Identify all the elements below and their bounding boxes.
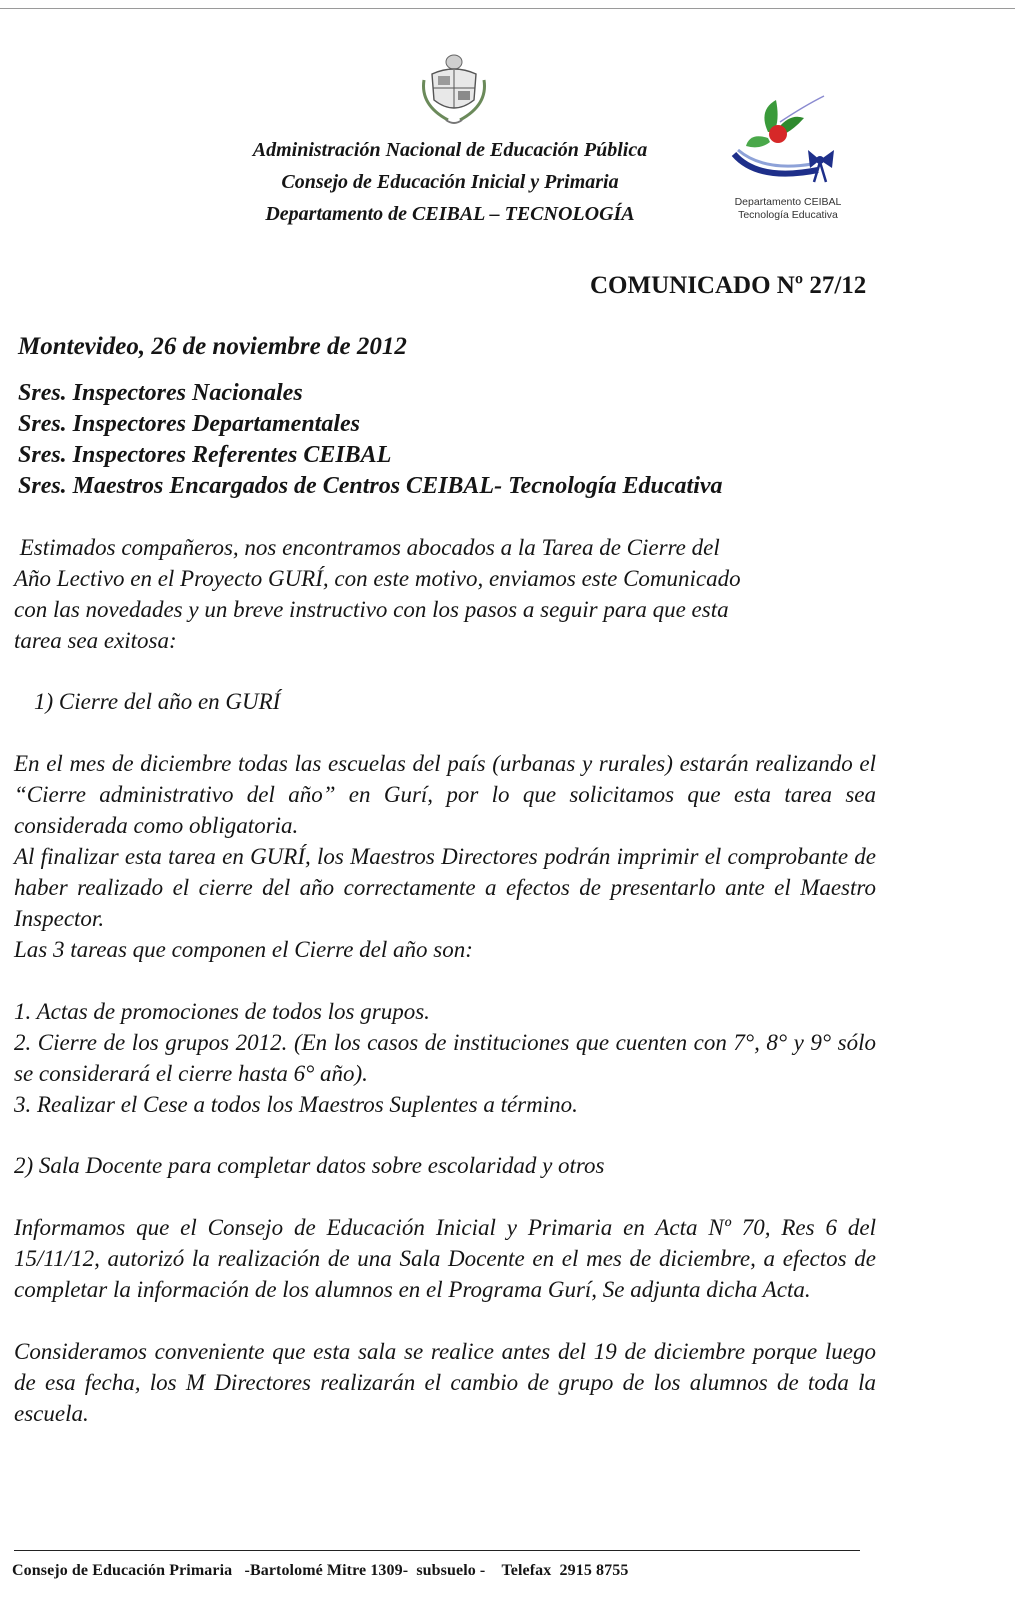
- header-line-council: Consejo de Educación Inicial y Primaria: [281, 171, 619, 193]
- document-number: COMUNICADO Nº 27/12: [590, 272, 867, 299]
- recipient-line: Sres. Inspectores Departamentales: [18, 411, 360, 437]
- logo-caption-line-2: Tecnología Educativa: [738, 209, 838, 221]
- recipient-line: Sres. Maestros Encargados de Centros CEIBAL- Tecnología Educativa: [18, 473, 723, 499]
- top-rule: [0, 8, 1015, 9]
- footer-address: Consejo de Educación Primaria -Bartolomé Mitre 1309- subsuelo - Telefax 2915 8755: [12, 1562, 629, 1579]
- footer-rule: [14, 1550, 860, 1551]
- task-list-item: 2. Cierre de los grupos 2012. (En los casos de instituciones que cuenten con 7°, 8° y 9° sólo se considerará el cierre hasta 6° año).: [14, 1030, 876, 1086]
- ceibal-logo: [718, 92, 858, 237]
- tasks-intro: Las 3 tareas que componen el Cierre del año son:: [14, 937, 473, 962]
- header-line-administration: Administración Nacional de Educación Pública: [252, 139, 648, 161]
- coat-of-arms-seal: [418, 50, 490, 128]
- recipient-line: Sres. Inspectores Referentes CEIBAL: [18, 442, 392, 468]
- date-line: Montevideo, 26 de noviembre de 2012: [18, 333, 407, 360]
- header-line-department: Departamento de CEIBAL – TECNOLOGÍA: [265, 203, 635, 225]
- intro-line: Estimados compañeros, nos encontramos abocados a la Tarea de Cierre del: [14, 535, 720, 560]
- intro-paragraph: [14, 532, 876, 656]
- section-1-heading: 1) Cierre del año en GURÍ: [34, 689, 281, 714]
- section-2-heading: 2) Sala Docente para completar datos sobre escolaridad y otros: [14, 1153, 605, 1178]
- institution-header: [230, 134, 670, 230]
- ceibal-logo-icon: [728, 92, 848, 192]
- recipient-line: Sres. Inspectores Nacionales: [18, 380, 303, 406]
- intro-line: Año Lectivo en el Proyecto GURÍ, con este motivo, enviamos este Comunicado: [14, 566, 741, 591]
- task-list-item: 1. Actas de promociones de todos los grupos.: [14, 999, 430, 1024]
- logo-caption-line-1: Departamento CEIBAL: [734, 196, 842, 208]
- section-2-paragraph: Consideramos conveniente que esta sala se realice antes del 19 de diciembre porque luego de esa fecha, los M Directores realizarán el cambio de grupo de los alumnos de toda la escuela.: [14, 1339, 876, 1426]
- section-2-paragraph: Informamos que el Consejo de Educación Inicial y Primaria en Acta Nº 70, Res 6 del 15/11/12, autorizó la realización de una Sala Docente en el mes de diciembre, a efectos de completar la información de los alumnos en el Programa Gurí, Se adjunta dicha Acta.: [14, 1215, 876, 1302]
- recipients-list: [18, 378, 918, 502]
- task-list-item: 3. Realizar el Cese a todos los Maestros Suplentes a término.: [14, 1092, 578, 1117]
- section-1-paragraph: En el mes de diciembre todas las escuelas del país (urbanas y rurales) estarán realizando el “Cierre administrativo del año” en Gurí, por lo que solicitamos que esta tarea sea considerada como obligatoria.: [14, 751, 876, 838]
- intro-line: tarea sea exitosa:: [14, 628, 177, 653]
- intro-line: con las novedades y un breve instructivo con los pasos a seguir para que esta: [14, 597, 729, 622]
- section-1-paragraph: Al finalizar esta tarea en GURÍ, los Maestros Directores podrán imprimir el comprobante de haber realizado el cierre del año correctamente a efectos de presentarlo ante el Maestro Inspector.: [14, 844, 876, 931]
- ceibal-logo-caption: [718, 196, 858, 222]
